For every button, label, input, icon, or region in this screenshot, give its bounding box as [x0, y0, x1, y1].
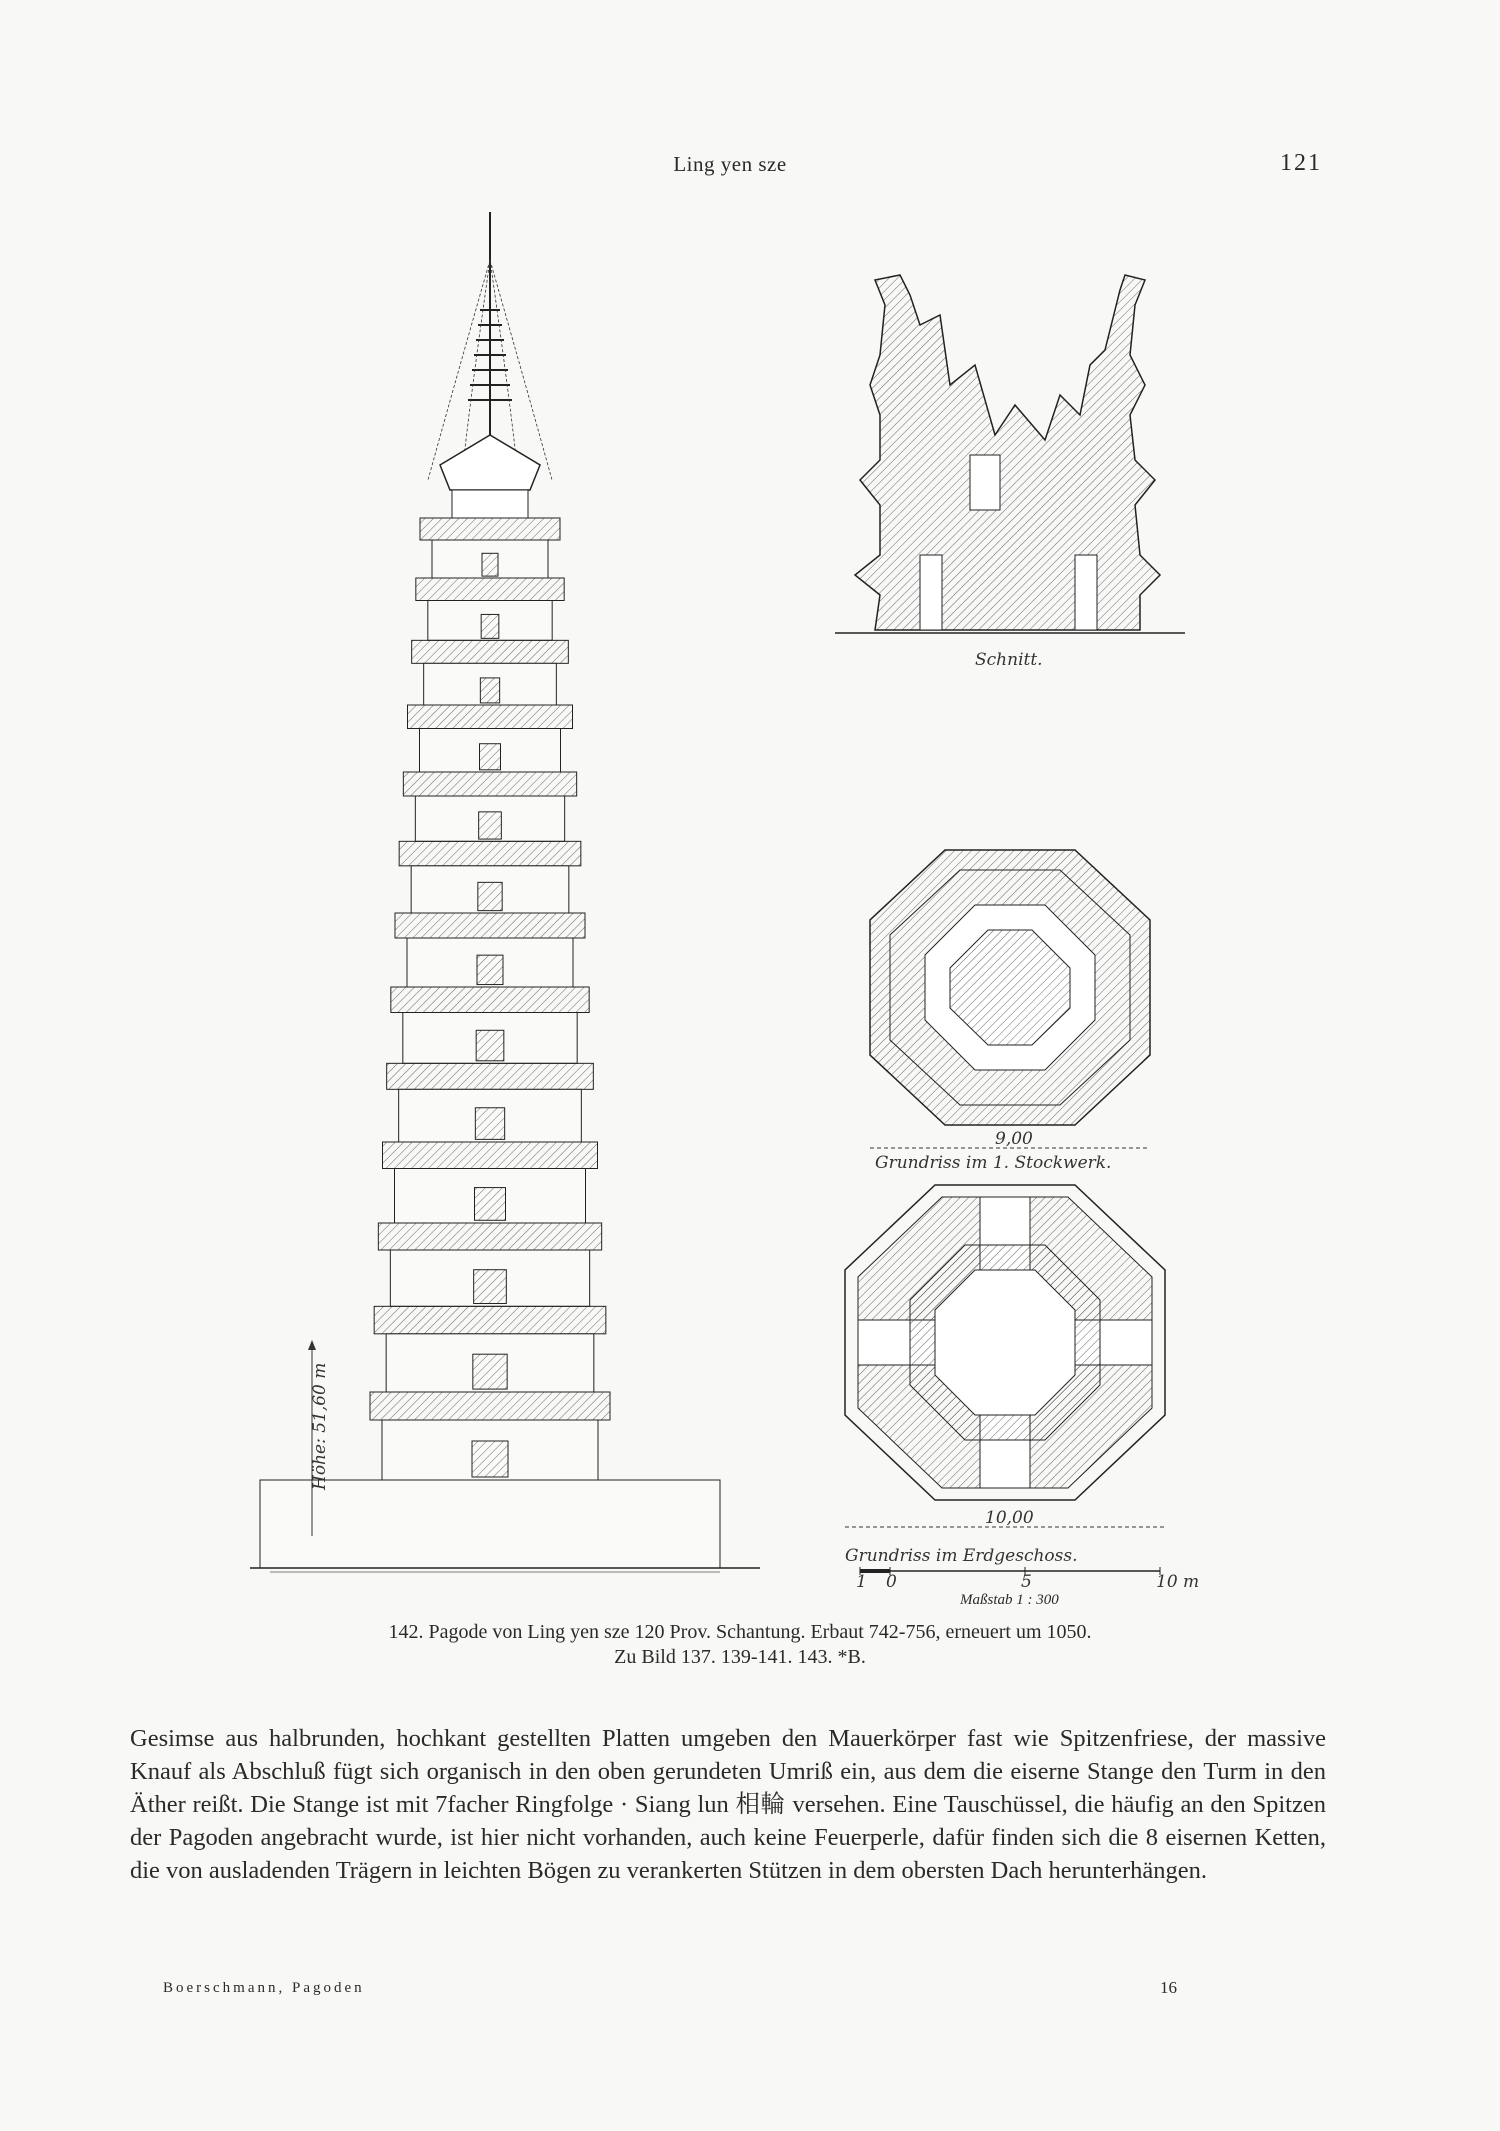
pagoda-window — [473, 1354, 507, 1389]
pagoda-eave — [416, 578, 564, 601]
plan-lower-dimension: 10,00 — [985, 1508, 1034, 1528]
scale-tick-label: 1 — [856, 1572, 867, 1592]
pagoda-window — [477, 955, 503, 984]
pagoda-eave — [420, 518, 560, 540]
figure-caption-line1: 142. Pagode von Ling yen sze 120 Prov. Schantung. Erbaut 742-756, erneuert um 1050. — [388, 1621, 1092, 1643]
body-paragraph: Gesimse aus halbrunden, hochkant gestellten Platten umgeben den Mauerkörper fast wie Spitzenfriese, der massive Knauf als Abschluß fügt sich organisch in den oben gerundeten Umriß ein, aus dem die eiserne Stange den Turm in den Äther reißt. Die Stange ist mit 7facher Ringfolge · Siang lun 相輪 versehen. Eine Tauschüssel, die häufig an den Spitzen der Pagoden angebracht wurde, ist hier nicht vorhanden, auch keine Feuerperle, dafür finden sich die 8 eisernen Ketten, die von ausladenden Trägern in leichten Bögen zu verankerten Stützen in dem obersten Dach herunterhängen. — [130, 1725, 1326, 1884]
pagoda-elevation-drawing — [200, 200, 760, 1600]
pagoda-eave — [408, 705, 573, 729]
footer-author-title: Boerschmann, Pagoden — [163, 1980, 365, 1996]
pagoda-window — [472, 1441, 508, 1477]
pagoda-eave — [391, 987, 589, 1013]
footer-signature: 16 — [1160, 1978, 1177, 1997]
figure-caption — [260, 1620, 1220, 1670]
pagoda-eave — [403, 772, 576, 796]
pagoda-window — [481, 614, 499, 638]
pagoda-window — [480, 744, 501, 770]
pagoda-eave — [383, 1142, 598, 1169]
figure-caption-line2: Zu Bild 137. 139-141. 143. *B. — [614, 1646, 866, 1668]
pagoda-window — [476, 1030, 504, 1061]
pagoda-window — [475, 1188, 506, 1221]
plan-upper-label: Grundriss im 1. Stockwerk. — [875, 1153, 1112, 1173]
floor-plan-lower-drawing — [845, 1185, 1175, 1545]
pagoda-eave — [395, 913, 585, 938]
section-label: Schnitt. — [975, 650, 1043, 670]
plan-lower-label-svg — [840, 1545, 1170, 1565]
scale-caption: Maßstab 1 : 300 — [960, 1592, 1059, 1608]
running-title: Ling yen sze — [673, 152, 787, 176]
pagoda-window — [480, 678, 499, 703]
pagoda-window — [475, 1108, 504, 1140]
pagoda-window — [482, 553, 498, 576]
pagoda-eave — [412, 640, 569, 663]
scale-tick-label: 5 — [1021, 1572, 1032, 1592]
scale-bar — [856, 1565, 1200, 1592]
scale-tick-label: 0 — [886, 1572, 897, 1592]
pagoda-window — [479, 812, 502, 839]
pagoda-eave — [374, 1306, 606, 1334]
floor-plan-upper-drawing — [870, 850, 1170, 1173]
pagoda-eave — [387, 1063, 594, 1089]
pagoda-eave — [370, 1392, 610, 1420]
pagoda-eave — [378, 1223, 601, 1250]
pagoda-eave — [399, 841, 581, 866]
page-number: 121 — [1280, 150, 1322, 176]
pagoda-window — [478, 882, 502, 910]
plan-upper-dimension: 9,00 — [995, 1129, 1033, 1149]
section-drawing — [800, 265, 1220, 825]
pagoda-window — [474, 1270, 507, 1304]
pagoda-plinth — [260, 1480, 720, 1568]
height-label: Höhe: 51,60 m — [310, 1362, 330, 1490]
plan-lower-label: Grundriss im Erdgeschoss. — [845, 1546, 1078, 1566]
scale-tick-label: 10 m — [1156, 1572, 1200, 1592]
